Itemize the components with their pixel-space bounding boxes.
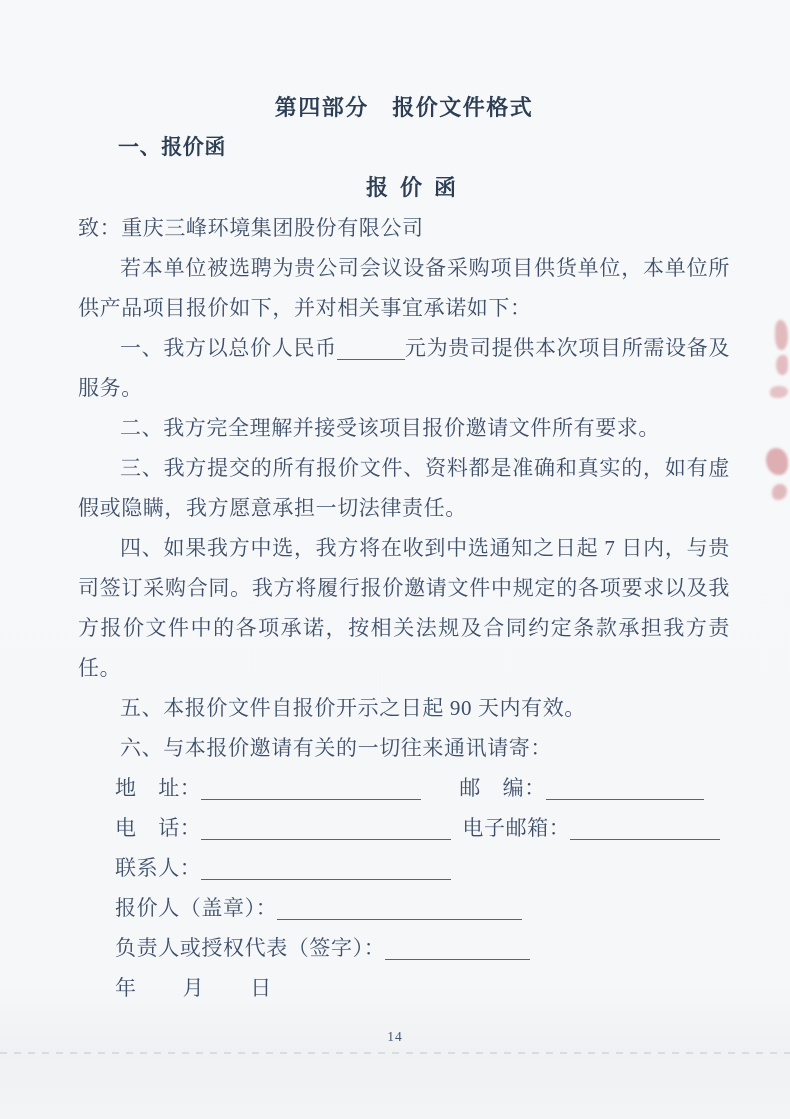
clause-6: 六、与本报价邀请有关的一切往来通讯请寄： — [120, 736, 552, 760]
clause-5: 五、本报价文件自报价开示之日起 90 天内有效。 — [120, 696, 586, 720]
representative-sign-row — [115, 928, 730, 968]
section-heading: 一、报价函 — [118, 136, 226, 159]
phone-row — [115, 808, 730, 848]
email-blank-line — [570, 816, 720, 840]
postcode-blank-line — [546, 776, 704, 800]
address-label: 地 址： — [115, 776, 202, 800]
contact-person-label: 联系人： — [115, 856, 202, 880]
addressee-line: 致：重庆三峰环境集团股份有限公司 — [78, 216, 424, 240]
red-stamp-remnant — [775, 320, 788, 350]
red-stamp-remnant — [770, 386, 788, 398]
letter-title: 报价函 — [365, 175, 468, 200]
red-stamp-remnant — [772, 484, 787, 500]
email-label: 电子邮箱： — [462, 816, 571, 840]
representative-sign-label: 负责人或授权代表（签字）： — [115, 936, 386, 960]
clause-1 — [78, 328, 730, 408]
red-stamp-remnant — [766, 448, 788, 475]
amount-blank-line — [337, 336, 405, 360]
page-number: 14 — [387, 1029, 403, 1044]
clause-4: 四、如果我方中选，我方将在收到中选通知之日起 7 日内，与贵司签订采购合同。我方将履行报价邀请文件中规定的各项要求以及我方报价文件中的各项承诺，按相关法规及合同约定条款承担我方责任。 — [78, 536, 730, 680]
date-row — [115, 968, 730, 1008]
clause-3: 三、我方提交的所有报价文件、资料都是准确和真实的，如有虚假或隐瞒，我方愿意承担一切法律责任。 — [78, 456, 730, 520]
day-label: 日 — [250, 976, 272, 1000]
address-row — [115, 768, 730, 808]
phone-label: 电 话： — [115, 816, 202, 840]
contact-person-row — [115, 848, 730, 888]
phone-blank-line — [201, 816, 451, 840]
intro-paragraph: 若本单位被选聘为贵公司会议设备采购项目供货单位，本单位所供产品项目报价如下，并对相关事宜承诺如下： — [78, 256, 730, 320]
red-stamp-remnant — [776, 355, 788, 375]
month-label: 月 — [182, 976, 205, 1000]
clause-2: 二、我方完全理解并接受该项目报价邀请文件所有要求。 — [120, 416, 660, 440]
quoter-stamp-blank-line — [277, 896, 522, 920]
document-body — [78, 88, 730, 1008]
quoter-stamp-row — [115, 888, 730, 928]
clause-1-post: 元为贵司提供本次项目所需设备及服务。 — [78, 336, 731, 400]
contact-form-block — [115, 768, 730, 1008]
clause-1-pre: 一、我方以总价人民币 — [120, 336, 337, 360]
year-label: 年 — [115, 976, 137, 1000]
part-title: 第四部分 报价文件格式 — [274, 95, 534, 120]
postcode-label: 邮 编： — [459, 776, 546, 800]
address-blank-line — [201, 776, 421, 800]
scan-artifact-line — [0, 1052, 790, 1054]
quoter-stamp-label: 报价人（盖章）： — [115, 896, 278, 920]
representative-sign-blank-line — [385, 936, 530, 960]
contact-person-blank-line — [201, 856, 451, 880]
